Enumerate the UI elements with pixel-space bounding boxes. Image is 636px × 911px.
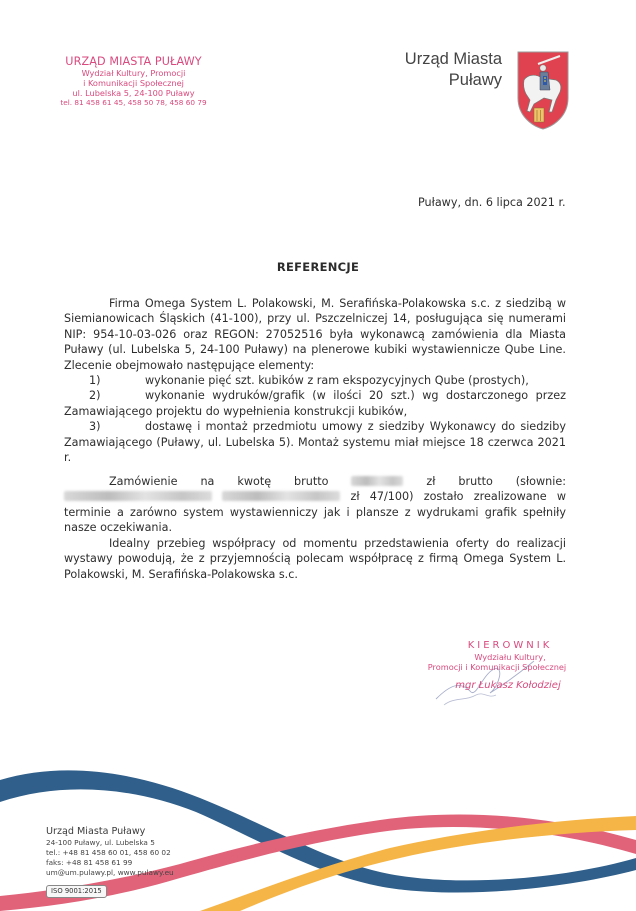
- document-title: REFERENCJE: [276, 260, 360, 274]
- list-item-number: 1): [89, 374, 101, 388]
- list-item-text: wykonanie pięć szt. kubików z ram ekspozycyjnych Qube (prostych),: [145, 374, 529, 388]
- letter-date: Puławy, dn. 6 lipca 2021 r.: [418, 196, 566, 209]
- coat-of-arms-icon: [516, 50, 570, 130]
- redacted-amount: [351, 476, 403, 486]
- paragraph-intro: Firma Omega System L. Polakowski, M. Serafińska-Polakowska s.c. z siedzibą w Siemianowicach Śląskich (41-100), przy ul. Pszczelniczej 14, posługująca się numerami NIP: 954-10-03-026 oraz REGON: 27052516 była wykonawcą zamówienia dla Miasta Puławy (ul. Lubelska 5, 24-100 Puławy) na plenerowe kubiki wystawiennicze Qube Line. Zlecenie obejmowało następujące elementy:: [64, 297, 566, 372]
- footer-fax: faks: +48 81 458 61 99: [46, 858, 133, 867]
- stamp-line-address: ul. Lubelska 5, 24-100 Puławy: [72, 88, 195, 98]
- brand-line-2: Puławy: [448, 71, 502, 89]
- footer-phone: tel.: +48 81 458 60 01, 458 60 02: [46, 848, 171, 857]
- list-item: [64, 388, 566, 419]
- brand-line-1: Urząd Miasta: [404, 50, 502, 68]
- signature-name: mgr Łukasz Kołodziej: [455, 680, 561, 691]
- paragraph-order-value: [64, 474, 566, 536]
- redacted-amount-words: [64, 491, 212, 501]
- paragraph-company-details: [64, 296, 566, 465]
- list-item: [64, 373, 566, 388]
- footer-org: Urząd Miasta Puławy: [46, 826, 146, 837]
- letterhead-brand: [398, 49, 502, 91]
- list-item-number: 2): [89, 389, 101, 403]
- list-item-number: 3): [89, 420, 101, 434]
- footer-contact: [46, 825, 174, 898]
- list-item-text: wykonanie wydruków/grafik (w ilości 20 szt.) wg dostarczonego przez Zamawiającego projektu do wypełnienia konstrukcji kubików,: [64, 389, 566, 418]
- department-stamp: [46, 55, 221, 108]
- iso-badge: ISO 9001:2015: [46, 885, 107, 898]
- stamp-line-department: Wydział Kultury, Promocji: [81, 68, 186, 78]
- redacted-amount-words-2: [222, 491, 340, 501]
- order-text-1: Zamówienie na kwotę brutto: [109, 475, 329, 488]
- signature-dept-2: Promocji i Komunikacji Społecznej: [427, 662, 567, 672]
- stamp-line-office: URZĄD MIASTA PUŁAWY: [65, 55, 202, 68]
- stamp-line-department-2: i Komunikacji Społecznej: [83, 78, 184, 88]
- list-item: [64, 419, 566, 465]
- order-text-2: zł brutto (słownie:: [426, 475, 567, 488]
- paragraph-recommendation: Idealny przebieg współpracy od momentu przedstawienia oferty do realizacji wystawy powodują, że z przyjemnością polecam współpracę z firmą Omega System L. Polakowski, M. Serafińska-Polakowska s.c.: [64, 537, 566, 581]
- footer-web: um@um.pulawy.pl, www.pulawy.eu: [46, 868, 174, 877]
- order-text-3: zł 47/100) zostało zrealizowane w terminie a zarówno system wystawienniczy jak i plansze z wydrukami grafik spełniły nasze oczekiwania.: [64, 490, 566, 535]
- signature-dept-1: Wydziału Kultury,: [474, 652, 546, 662]
- list-item-text: dostawę i montaż przedmiotu umowy z siedziby Wykonawcy do siedziby Zamawiającego (Puławy, ul. Lubelska 5). Montaż systemu miał miejsce 18 czerwca 2021 r.: [64, 420, 566, 465]
- signature-role: KIEROWNIK: [467, 640, 553, 651]
- signature-stamp: [398, 640, 578, 693]
- stamp-line-phone: tel. 81 458 61 45, 458 50 78, 458 60 79: [60, 98, 207, 107]
- footer-address: 24-100 Puławy, ul. Lubelska 5: [46, 838, 155, 847]
